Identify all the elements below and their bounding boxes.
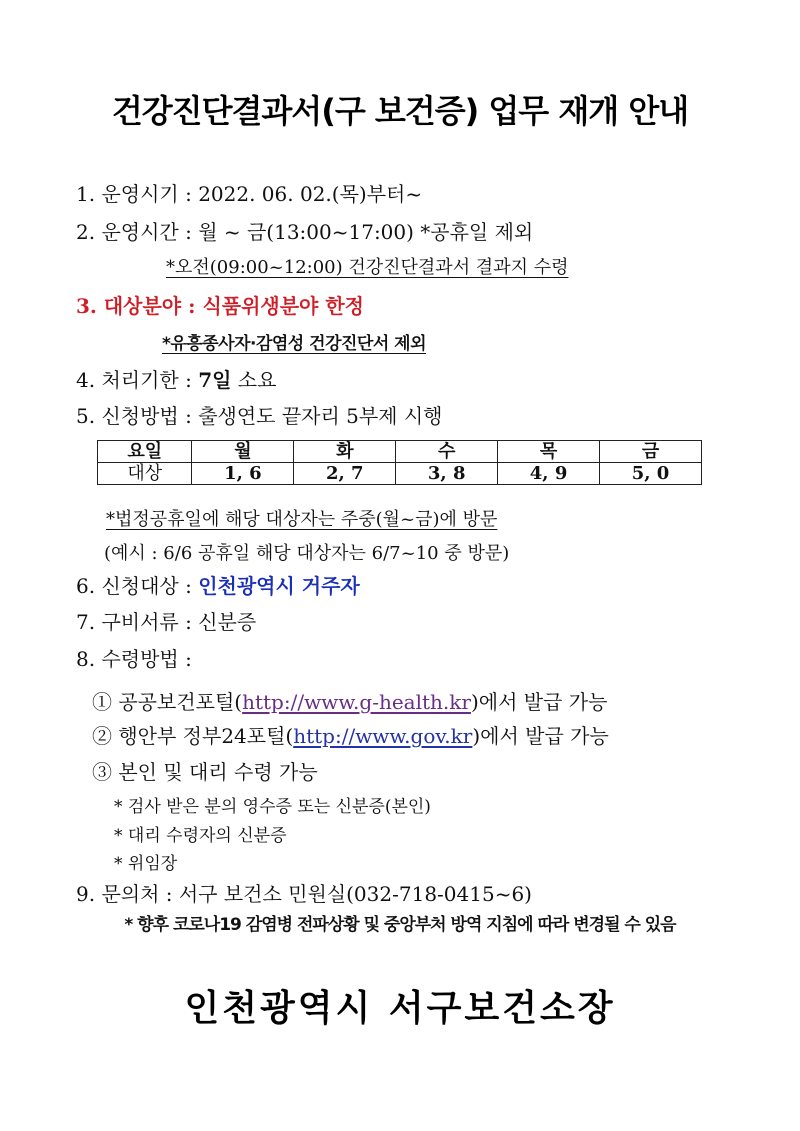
required-doc-2: * 대리 수령자의 신분증 xyxy=(114,826,287,846)
item-label: 6. 신청대상 : xyxy=(76,574,199,598)
table-cell: 수 xyxy=(396,441,498,463)
required-doc-1: * 검사 받은 분의 영수증 또는 신분증(본인) xyxy=(114,797,431,817)
item-label: 9. 문의처 : xyxy=(76,882,179,906)
item-label: 5. 신청방법 : xyxy=(76,404,199,428)
method-text: 공공보건포털( xyxy=(112,690,243,714)
item-value: 식품위생분야 한정 xyxy=(202,294,364,318)
circled-number: ③ xyxy=(92,760,112,784)
item-value: 신분증 xyxy=(198,610,257,634)
table-cell: 화 xyxy=(294,441,396,463)
item-value: 월 ~ 금(13:00~17:00) *공휴일 제외 xyxy=(198,220,534,244)
receive-method-1 xyxy=(92,686,607,715)
item-value: 7일 xyxy=(198,368,232,392)
item-processing-time xyxy=(76,364,276,393)
document-title: 건강진단결과서(구 보건증) 업무 재개 안내 xyxy=(111,92,689,130)
exclusion-note-text: *유흥종사자·감염성 건강진단서 제외 xyxy=(162,334,427,354)
item-value: 인천광역시 거주자 xyxy=(198,574,360,598)
method-text: )에서 발급 가능 xyxy=(472,724,609,748)
rotation-table-header-row xyxy=(98,441,702,463)
item-application-method xyxy=(76,400,443,429)
table-cell: 목 xyxy=(498,441,600,463)
signature: 인천광역시 서구보건소장 xyxy=(184,988,616,1029)
g-health-link[interactable]: http://www.g-health.kr xyxy=(242,690,471,714)
item-label: 3. 대상분야 : xyxy=(76,294,203,318)
item-operation-hours xyxy=(76,216,533,245)
circled-number: ① xyxy=(92,690,112,714)
item-operation-period xyxy=(76,178,422,207)
method-text: 본인 및 대리 수령 가능 xyxy=(112,760,318,784)
circled-number: ② xyxy=(92,724,112,748)
item-target-field xyxy=(76,290,364,319)
table-cell: 월 xyxy=(192,441,294,463)
change-notice: * 향후 코로나19 감염병 전파상황 및 중앙부처 방역 지침에 따라 변경될 수 있음 xyxy=(124,915,676,935)
exclusion-note xyxy=(162,329,426,354)
item-label: 4. 처리기한 : xyxy=(76,368,199,392)
rotation-table-value-row xyxy=(98,463,702,485)
item-suffix: 소요 xyxy=(231,368,277,392)
item-label: 7. 구비서류 : xyxy=(76,610,199,634)
table-cell: 2, 7 xyxy=(294,463,396,485)
item-required-documents xyxy=(76,606,256,635)
table-cell: 1, 6 xyxy=(192,463,294,485)
table-cell: 요일 xyxy=(98,441,192,463)
item-label: 1. 운영시기 : xyxy=(76,182,199,206)
item-value: 2022. 06. 02.(목)부터~ xyxy=(198,182,423,206)
morning-note: *오전(09:00~12:00) 건강진단결과서 결과지 수령 xyxy=(166,257,569,278)
holiday-note: *법정공휴일에 해당 대상자는 주중(월~금)에 방문 xyxy=(106,509,498,530)
item-value: 서구 보건소 민원실(032-718-0415~6) xyxy=(178,882,532,906)
rotation-table xyxy=(97,440,702,485)
item-contact xyxy=(76,878,532,907)
gov-kr-link[interactable]: http://www.gov.kr xyxy=(293,724,473,748)
method-text: 행안부 정부24포털( xyxy=(112,724,294,748)
required-doc-3: * 위임장 xyxy=(114,854,178,874)
item-eligible-applicants xyxy=(76,570,360,599)
table-cell: 금 xyxy=(600,441,702,463)
table-cell: 5, 0 xyxy=(600,463,702,485)
receive-method-3 xyxy=(92,756,318,785)
item-value: 출생연도 끝자리 5부제 시행 xyxy=(198,404,443,428)
example-note: (예시 : 6/6 공휴일 해당 대상자는 6/7~10 중 방문) xyxy=(104,543,510,564)
item-receipt-method: 8. 수령방법 : xyxy=(76,647,192,671)
table-cell: 3, 8 xyxy=(396,463,498,485)
table-cell: 4, 9 xyxy=(498,463,600,485)
item-label: 2. 운영시간 : xyxy=(76,220,199,244)
method-text: )에서 발급 가능 xyxy=(470,690,608,714)
table-cell: 대상 xyxy=(98,463,192,485)
receive-method-2 xyxy=(92,720,609,749)
